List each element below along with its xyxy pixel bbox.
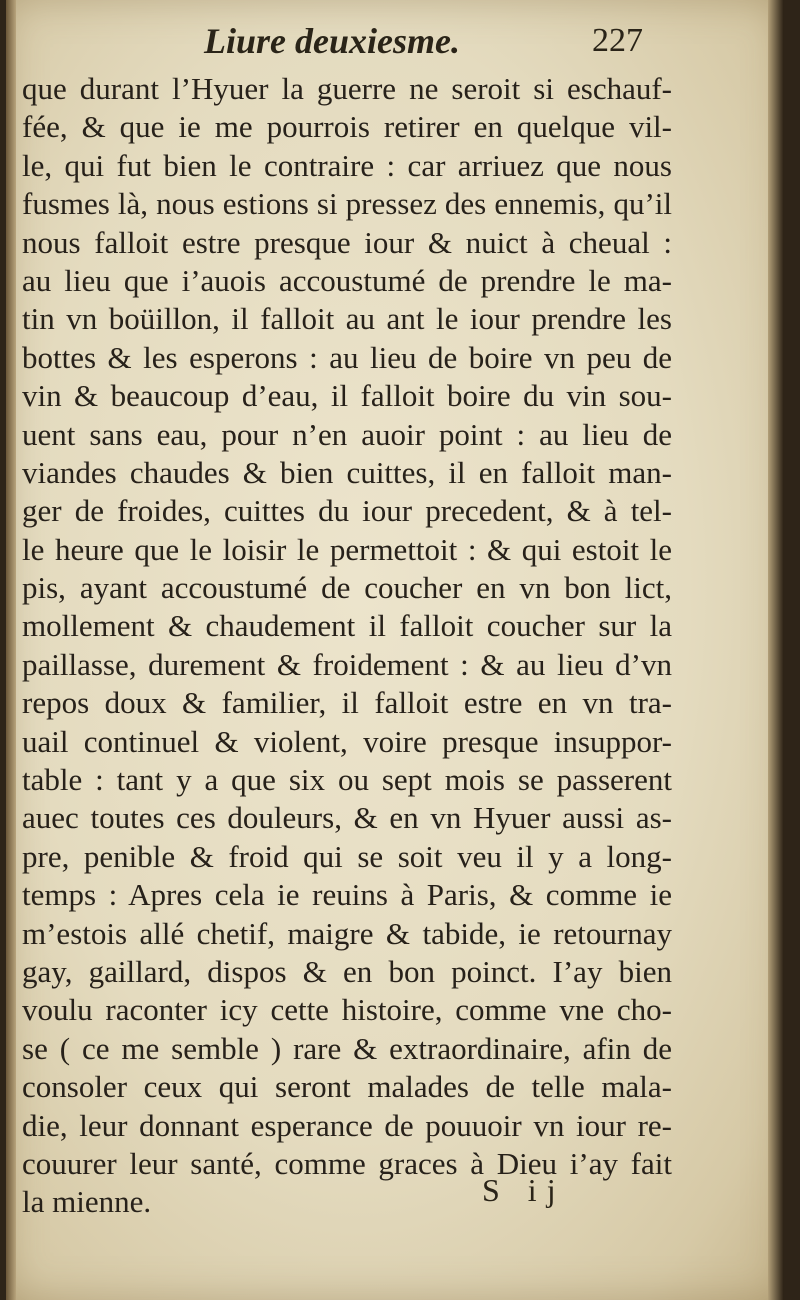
text-line: vin & beaucoup d’eau, il falloit boire du vin sou- [22,378,672,414]
text-line: que durant l’Hyuer la guerre ne seroit si eschauf- [22,71,672,106]
text-line: tin vn boüillon, il falloit au ant le iour prendre les [22,301,672,337]
text-line: voulu raconter icy cette histoire, comme vne cho- [22,992,672,1028]
text-line: nous falloit estre presque iour & nuict à cheual : [22,224,672,260]
text-line: couurer leur santé, comme graces à Dieu i’ay fait [22,1145,672,1181]
text-line: auec toutes ces douleurs, & en vn Hyuer aussi as- [22,800,672,836]
page-header [6,20,784,70]
text-line: uent sans eau, pour n’en auoir point : au lieu de [22,416,672,452]
text-line: au lieu que i’auois accoustumé de prendre le ma- [22,262,672,298]
text-line: repos doux & familier, il falloit estre en vn tra- [22,685,672,721]
body-text [22,70,672,1222]
text-line: paillasse, durement & froidement : & au lieu d’vn [22,646,672,682]
text-line: se ( ce me semble ) rare & extraordinaire, afin de [22,1030,672,1066]
text-line: pre, penible & froid qui se soit veu il y a long- [22,838,672,874]
text-line: gay, gaillard, dispos & en bon poinct. I’ay bien [22,953,672,989]
text-line: fusmes là, nous estions si pressez des ennemis, qu’il [22,186,672,222]
text-line: die, leur donnant esperance de pouuoir vn iour re- [22,1107,672,1143]
page-number: 227 [592,22,643,59]
text-line: table : tant y a que six ou sept mois se passerent [22,762,672,798]
text-line: mollement & chaudement il falloit coucher sur la [22,608,672,644]
book-page [6,0,784,1300]
text-line: viandes chaudes & bien cuittes, il en falloit man- [22,454,672,490]
text-line: pis, ayant accoustumé de coucher en vn bon lict, [22,570,672,606]
page-fore-edge [768,0,784,1300]
text-line: fée, & que ie me pourrois retirer en quelque vil- [22,109,672,145]
running-title: Liure deuxiesme. [204,21,460,61]
text-line: consoler ceux qui seront malades de telle mala- [22,1069,672,1105]
page-gutter-edge [6,0,16,1300]
text-line: la mienne. [22,1184,152,1220]
signature-mark: S ij [482,1172,566,1208]
text-line: le heure que le loisir le permettoit : & qui estoit le [22,531,672,567]
text-line: ger de froides, cuittes du iour precedent, & à tel- [22,493,672,529]
text-line: uail continuel & violent, voire presque insuppor- [22,723,672,759]
text-line: le, qui fut bien le contraire : car arriuez que nous [22,147,672,183]
text-line: bottes & les esperons : au lieu de boire vn peu de [22,339,672,375]
text-line: m’estois allé chetif, maigre & tabide, ie retournay [22,915,672,951]
text-line: temps : Apres cela ie reuins à Paris, & comme ie [22,877,672,913]
